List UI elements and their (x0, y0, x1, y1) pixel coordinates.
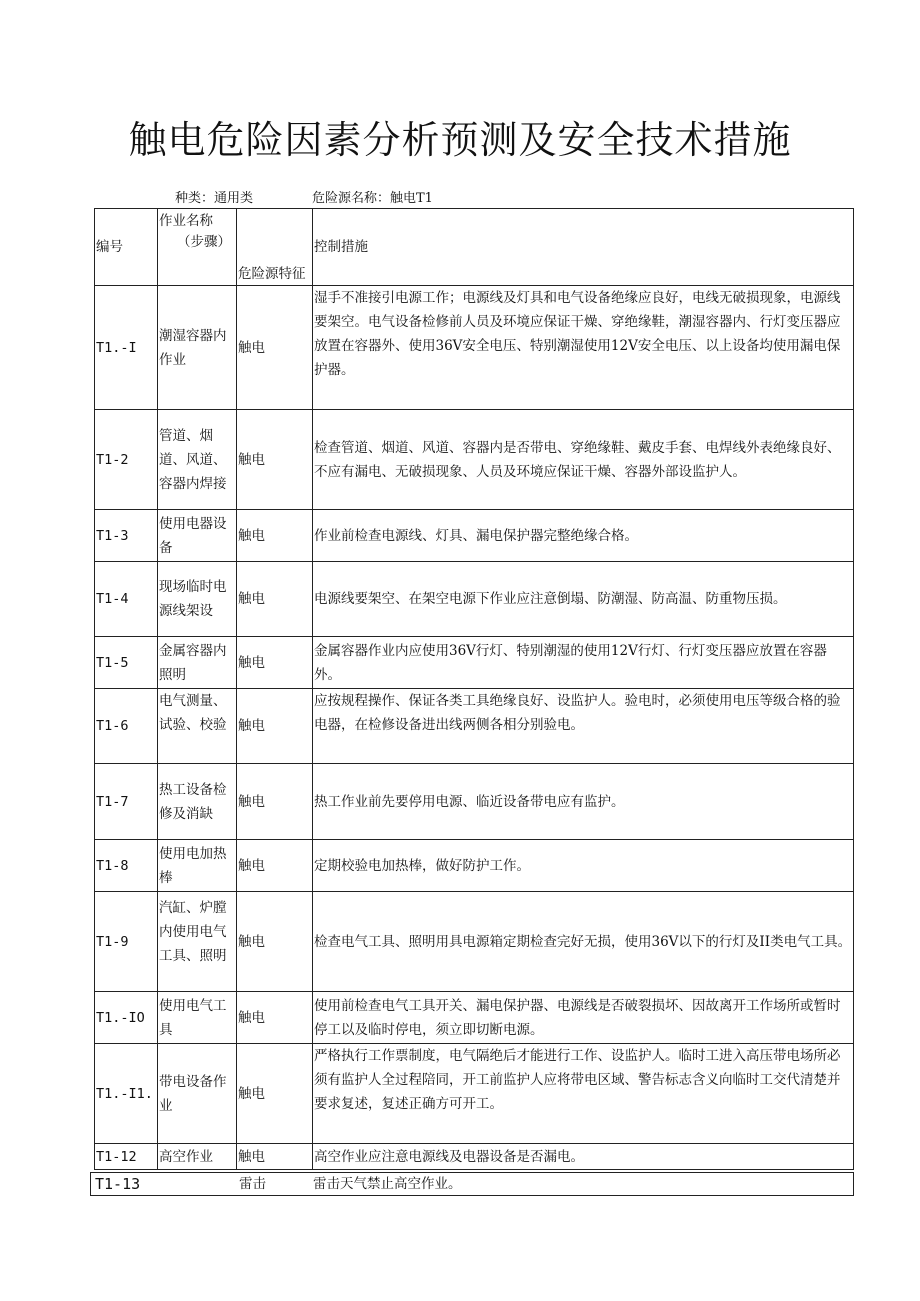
row-code: T1-12 (95, 1144, 158, 1170)
row-measure: 电源线要架空、在架空电源下作业应注意倒塌、防潮湿、防高温、防重物压损。 (313, 562, 854, 637)
row-measure: 雷击天气禁止高空作业。 (313, 1176, 462, 1192)
table-header-row (95, 209, 854, 286)
table-row (95, 510, 854, 562)
row-measure: 严格执行工作票制度，电气隔绝后才能进行工作、设监护人。临时工进入高压带电场所必须有监护人全过程陪同，开工前监护人应将带电区域、警告标志含义向临时工交代清楚并要求复述，复述正确方可开工。 (313, 1044, 854, 1144)
row-code: T1.-I (95, 286, 158, 410)
row-feature: 触电 (237, 510, 313, 562)
table-row (95, 764, 854, 840)
table-row (95, 992, 854, 1044)
measures-table (94, 208, 854, 1170)
row-feature: 雷击 (239, 1176, 266, 1192)
row-code: T1-8 (95, 840, 158, 892)
row-code: T1.-IO (95, 992, 158, 1044)
row-code: T1-4 (95, 562, 158, 637)
row-code: T1-5 (95, 637, 158, 689)
row-step: 管道、烟道、风道、容器内焊接 (158, 410, 237, 510)
row-measure: 金属容器作业内应使用36V行灯、特别潮湿的使用12V行灯、行灯变压器应放置在容器外。 (313, 637, 854, 689)
table-row (95, 562, 854, 637)
header-step-name: 作业名称 (159, 213, 213, 229)
row-code: T1-7 (95, 764, 158, 840)
row-step: 电气测量、试验、校验 (158, 689, 237, 764)
table-row (95, 1144, 854, 1170)
row-code: T1-9 (95, 892, 158, 992)
row-feature: 触电 (237, 286, 313, 410)
row-step: 使用电加热棒 (158, 840, 237, 892)
row-measure: 定期校验电加热棒，做好防护工作。 (313, 840, 854, 892)
page-title: 触电危险因素分析预测及安全技术措施 (128, 118, 792, 162)
row-step: 现场临时电源线架设 (158, 562, 237, 637)
row-feature: 触电 (237, 689, 313, 764)
header-code: 编号 (95, 209, 158, 286)
row-feature: 触电 (237, 562, 313, 637)
header-step (158, 209, 237, 286)
row-feature: 触电 (237, 1044, 313, 1144)
row-measure: 热工作业前先要停用电源、临近设备带电应有监护。 (313, 764, 854, 840)
hazard-name-label: 危险源名称：触电T1 (312, 191, 433, 206)
row-code: T1-6 (95, 689, 158, 764)
table-row (95, 689, 854, 764)
row-step: 使用电气工具 (158, 992, 237, 1044)
row-feature: 触电 (237, 1144, 313, 1170)
row-feature: 触电 (237, 840, 313, 892)
row-step: 汽缸、炉膛内使用电气工具、照明 (158, 892, 237, 992)
row-code: T1-13 (95, 1175, 141, 1193)
row-feature: 触电 (237, 992, 313, 1044)
header-measure: 控制措施 (313, 209, 854, 286)
row-measure: 应按规程操作、保证各类工具绝缘良好、设监护人。验电时，必须使用电压等级合格的验电器，在检修设备进出线两侧各相分别验电。 (313, 689, 854, 764)
row-measure: 作业前检查电源线、灯具、漏电保护器完整绝缘合格。 (313, 510, 854, 562)
row-measure: 检查管道、烟道、风道、容器内是否带电、穿绝缘鞋、戴皮手套、电焊线外表绝缘良好、不应有漏电、无破损现象、人员及环境应保证干燥、容器外部设监护人。 (313, 410, 854, 510)
table-row (95, 1044, 854, 1144)
table-row (95, 840, 854, 892)
table-row-last (90, 1172, 854, 1196)
row-step: 高空作业 (158, 1144, 237, 1170)
row-measure: 湿手不准接引电源工作；电源线及灯具和电气设备绝缘应良好，电线无破损现象，电源线要架空。电气设备检修前人员及环境应保证干燥、穿绝缘鞋，潮湿容器内、行灯变压器应放置在容器外、使用36V安全电压、特别潮湿使用12V安全电压、以上设备均使用漏电保护器。 (313, 286, 854, 410)
row-measure: 检查电气工具、照明用具电源箱定期检查完好无损，使用36V以下的行灯及II类电气工具。 (313, 892, 854, 992)
header-feature: 危险源特征 (237, 209, 313, 286)
row-feature: 触电 (237, 892, 313, 992)
row-step: 潮湿容器内作业 (158, 286, 237, 410)
header-step-sub: （步骤） (177, 234, 231, 250)
row-step: 热工设备检修及消缺 (158, 764, 237, 840)
row-code: T1-2 (95, 410, 158, 510)
table-row (95, 286, 854, 410)
row-code: T1-3 (95, 510, 158, 562)
table-row (95, 892, 854, 992)
row-feature: 触电 (237, 410, 313, 510)
row-feature: 触电 (237, 764, 313, 840)
row-code: T1.-I1. (95, 1044, 158, 1144)
row-measure: 高空作业应注意电源线及电器设备是否漏电。 (313, 1144, 854, 1170)
category-label: 种类：通用类 (175, 191, 254, 206)
table-row (95, 637, 854, 689)
row-step: 带电设备作业 (158, 1044, 237, 1144)
row-step: 金属容器内照明 (158, 637, 237, 689)
row-measure: 使用前检查电气工具开关、漏电保护器、电源线是否破裂损坏、因故离开工作场所或暂时停工以及临时停电，须立即切断电源。 (313, 992, 854, 1044)
row-step: 使用电器设备 (158, 510, 237, 562)
row-feature: 触电 (237, 637, 313, 689)
table-row (95, 410, 854, 510)
